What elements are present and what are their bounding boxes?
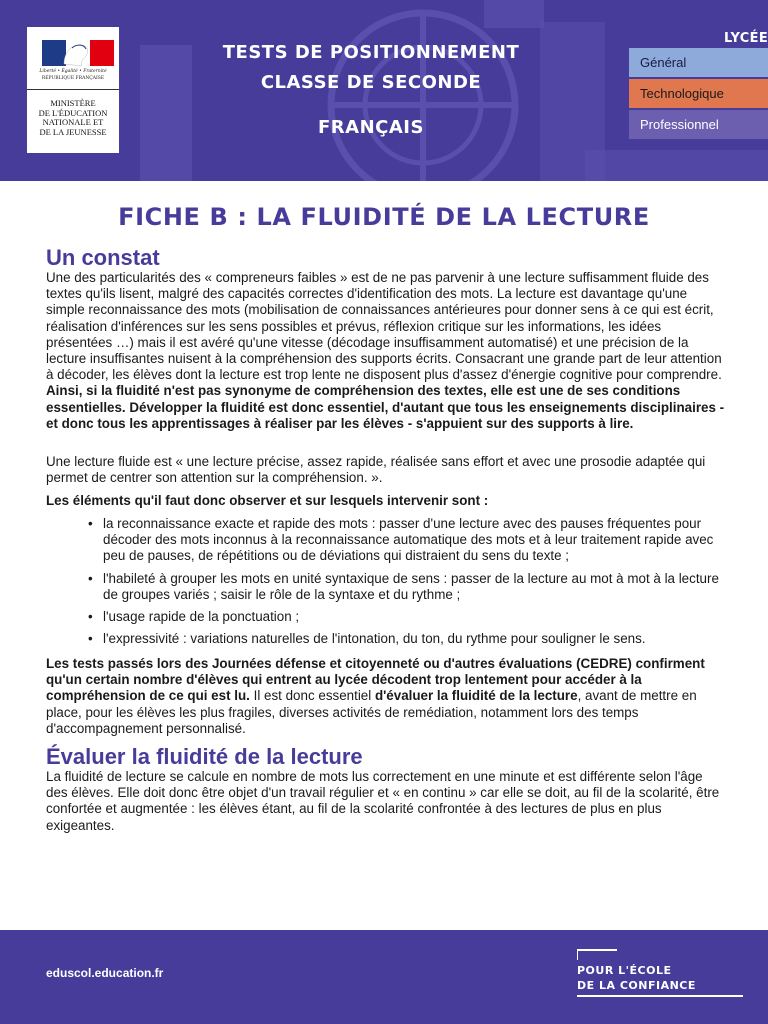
slogan-line1: POUR L'ÉCOLE: [577, 964, 672, 977]
list-item: • l'habileté à grouper les mots en unité syntaxique de sens : passer de la lecture au mot à mot à la lecture de groupes variés ; saisir le rôle de la syntaxe et du rythme ;: [88, 571, 720, 603]
elements-list: [88, 516, 720, 647]
lycee-item-technologique: Technologique: [629, 79, 768, 108]
paragraph-tests: Les tests passés lors des Journées défense et citoyenneté ou d'autres évaluations (CEDRE) confirment qu'un certain nombre d'élèves qui entrent au lycée décodent trop lentement pour accéder à la compréhension de ce qui est lu. Il est donc essentiel d'évaluer la fluidité de la lecture, avant de mettre en place, pour les élèves les plus fragiles, diverses activités de remédiation, notamment lors des temps d'accompagnement personnalisé.: [46, 656, 705, 736]
lycee-item-professionnel: Professionnel: [629, 110, 768, 139]
subject-label: FRANÇAIS: [318, 117, 424, 138]
site-link[interactable]: eduscol.education.fr: [46, 966, 164, 980]
header-title-line1: TESTS DE POSITIONNEMENT: [222, 42, 520, 63]
list-item: • l'expressivité : variations naturelles de l'intonation, du ton, du rythme pour souligner le sens.: [88, 631, 720, 647]
list-item: • l'usage rapide de la ponctuation ;: [88, 609, 720, 625]
marianne-flag-icon: [42, 40, 114, 66]
ministry-name: MINISTÈRE DE L'ÉDUCATION NATIONALE ET DE LA JEUNESSE: [38, 98, 108, 137]
footer-banner: [0, 930, 768, 1024]
slogan-line2: DE LA CONFIANCE: [577, 979, 696, 992]
republic-label: RÉPUBLIQUE FRANÇAISE: [41, 76, 105, 81]
slogan-mark-icon: [577, 948, 617, 960]
lycee-label: LYCÉE: [723, 31, 768, 46]
paragraph-evaluer: La fluidité de lecture se calcule en nombre de mots lus correctement en une minute et est différente selon l'âge des élèves. Elle doit donc être objet d'un travail régulier et « en continu » car elle se doit, au fil de la scolarité, être confortée et augmentée : les élèves étant, au fil de la scolarité confrontée à des lectures de plus en plus exigeantes.: [46, 769, 720, 833]
slogan-underline: [577, 994, 743, 998]
republic-motto: Liberté • Égalité • Fraternité: [39, 69, 107, 74]
paragraph-elements-intro: Les éléments qu'il faut donc observer et sur lesquels intervenir sont :: [46, 493, 489, 508]
lycee-item-general: Général: [629, 48, 768, 77]
paragraph-definition: Une lecture fluide est « une lecture précise, assez rapide, réalisée sans effort et avec une prosodie adaptée qui permet de centrer son attention sur la compréhension. ».: [46, 454, 706, 486]
ministry-logo: [27, 27, 119, 153]
section-heading-constat: Un constat: [46, 245, 160, 270]
document-title: FICHE B : LA FLUIDITÉ DE LA LECTURE: [118, 203, 650, 231]
list-item: • la reconnaissance exacte et rapide des mots : passer d'une lecture avec des pauses fréquentes pour décoder des mots inconnus à la reconnaissance automatique des mots et à leur traitement rapide avec peu de pauses, de répétitions ou de déviations qui distraient du sens du texte ;: [88, 516, 720, 565]
header-title-line2: CLASSE DE SECONDE: [260, 72, 482, 93]
section-heading-evaluer: Évaluer la fluidité de la lecture: [46, 744, 363, 769]
paragraph-constat: Une des particularités des « compreneurs faibles » est de ne pas parvenir à une lecture suffisamment fluide des textes qu'ils lisent, malgré des capacités correctes d'identification des mots. La lecture est davantage qu'une simple reconnaissance des mots (mobilisation de connaissances antérieures pour donner sens à ce qui est écrit, réalisation d'inférences sur les sens possibles et prévus, réflexion critique sur les informations, les idées présentées …) mais il est avéré qu'une vitesse (décodage insuffisamment automatisé) et une précision de la lecture insuffisantes nuisent à la compréhension des supports écrits. Consacrant une grande part de leur attention à décoder, les élèves dont la lecture est trop lente ne disposent plus d'assez d'énergie cognitive pour comprendre. Ainsi, si la fluidité n'est pas synonyme de compréhension des textes, elle est une de ses conditions essentielles. Développer la fluidité est donc essentiel, d'autant que tous les enseignements disciplinaires - et donc tous les apprentissages à réaliser par les élèves - s'appuient sur des supports à lire.: [46, 270, 725, 431]
header-banner: [0, 0, 768, 181]
